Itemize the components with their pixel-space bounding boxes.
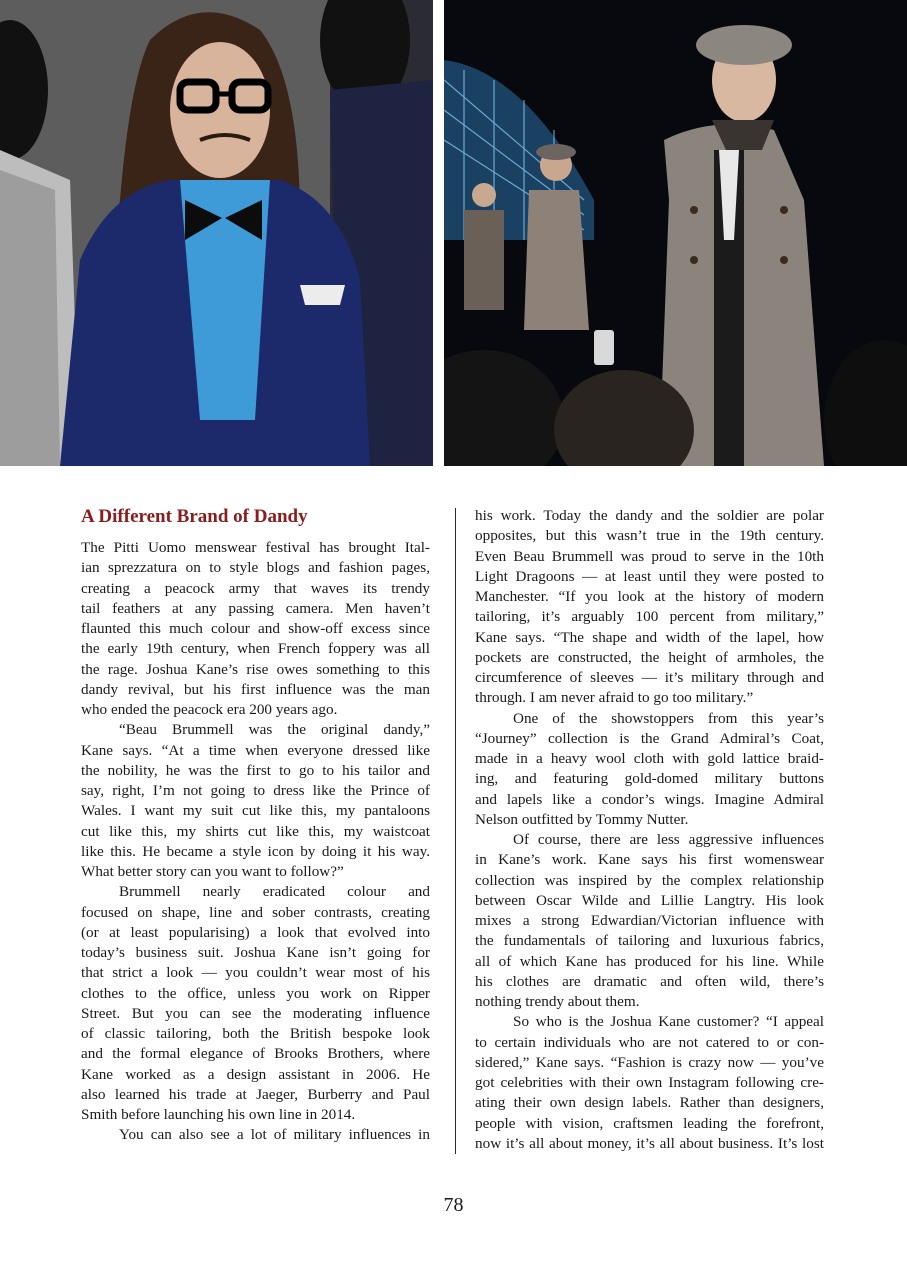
article-left-column bbox=[81, 506, 430, 1146]
text-line: One of the showstoppers from this year’s bbox=[513, 709, 824, 727]
text-line: like this. He became a style icon by doing it his way. bbox=[81, 842, 430, 860]
text-line: between Oscar Wilde and Lillie Langtry. His look bbox=[475, 891, 824, 909]
text-line: The Pitti Uomo menswear festival has brought Ital- bbox=[81, 539, 430, 556]
text-line: got celebrities with their own Instagram following cre- bbox=[475, 1074, 824, 1091]
text-line: Smith before launching his own line in 2014. bbox=[81, 1106, 356, 1123]
text-line: people with vision, craftsmen leading the forefront, bbox=[475, 1114, 824, 1132]
page-number: 78 bbox=[443, 1194, 464, 1216]
text-line: and lapels like a condor’s wings. Imagine Admiral bbox=[475, 790, 824, 808]
text-line: the early 19th century, when French foppery was all bbox=[81, 640, 430, 658]
text-line: Brummell nearly eradicated colour and bbox=[119, 883, 430, 901]
text-line: collection was inspired by the complex relationship bbox=[475, 871, 824, 889]
text-line: cut like this, my shirts cut like this, my waistcoat bbox=[81, 822, 430, 840]
text-line: tail feathers at any passing camera. Men haven’t bbox=[81, 599, 430, 617]
text-line: in Kane’s work. Kane says his first womenswear bbox=[475, 851, 824, 869]
runway-illustration bbox=[444, 0, 907, 466]
text-line: pockets are constructed, the height of armholes, the bbox=[475, 648, 824, 666]
text-line: Nelson outfitted by Tommy Nutter. bbox=[475, 810, 689, 828]
text-line: of classic tailoring, both the British bespoke look bbox=[81, 1025, 430, 1042]
photo-dandy-portrait bbox=[0, 0, 433, 466]
text-line: “Beau Brummell was the original dandy,” bbox=[119, 721, 430, 739]
column-divider bbox=[455, 508, 456, 1154]
left-column-body bbox=[81, 538, 430, 1146]
text-line: Wales. I want my suit cut like this, my pantaloons bbox=[81, 802, 430, 820]
text-line: through. I am never afraid to go too military.” bbox=[475, 689, 754, 707]
text-line: Street. But you can see the moderating influence bbox=[81, 1004, 430, 1022]
text-line: the nobility, he was the first to go to his tailor and bbox=[81, 761, 430, 779]
text-line: ating their own design labels. Rather than designers, bbox=[475, 1094, 824, 1112]
text-line: made in a heavy wool cloth with gold lattice braid- bbox=[475, 750, 824, 767]
text-line: (or at least popularising) a look that evolved into bbox=[81, 923, 430, 941]
text-line: say, right, I’m not going to dress like the Prince of bbox=[81, 782, 430, 799]
photo-runway-show bbox=[444, 0, 907, 466]
text-line: nothing trendy about them. bbox=[475, 993, 640, 1010]
article-heading: A Different Brand of Dandy bbox=[81, 506, 308, 527]
right-column-body bbox=[475, 506, 824, 1154]
text-line: clothes to the office, unless you work on Ripper bbox=[81, 984, 430, 1002]
text-line: creating a peacock army that waves its trendy bbox=[81, 579, 430, 597]
text-line: So who is the Joshua Kane customer? “I appeal bbox=[513, 1013, 824, 1031]
text-line: Of course, there are less aggressive influences bbox=[513, 831, 824, 848]
text-line: “Journey” collection is the Grand Admiral’s Coat, bbox=[475, 729, 824, 747]
text-line: today’s business suit. Joshua Kane isn’t going for bbox=[81, 944, 430, 961]
article-right-column bbox=[475, 506, 824, 1154]
text-line: mixes a strong Edwardian/Victorian influence with bbox=[475, 912, 824, 929]
text-line: dandy revival, but his first influence was the man bbox=[81, 680, 430, 698]
text-line: ian sprezzatura on to style blogs and fashion pages, bbox=[81, 559, 430, 577]
text-line: Manchester. “If you look at the history of modern bbox=[475, 588, 824, 605]
text-line: What better story can you want to follow?” bbox=[81, 863, 344, 880]
text-line: Light Dragoons — at least until they were posted to bbox=[475, 567, 824, 585]
text-line: tailoring, it’s arguably 100 percent from military,” bbox=[475, 608, 824, 626]
text-line: who ended the peacock era 200 years ago. bbox=[81, 701, 338, 718]
text-line: circumference of sleeves — it’s military through and bbox=[475, 669, 824, 686]
text-line: now it’s all about money, it’s all about business. It’s lost bbox=[475, 1134, 824, 1152]
text-line: Kane says. “The shape and width of the lapel, how bbox=[475, 628, 824, 646]
text-line: You can also see a lot of military influences in bbox=[119, 1126, 430, 1144]
text-line: the rage. Joshua Kane’s rise owes something to this bbox=[81, 660, 430, 678]
text-line: flaunted this much colour and show-off excess since bbox=[81, 620, 430, 637]
text-line: all of which Kane has produced for his line. While bbox=[475, 952, 824, 970]
text-line: also learned his trade at Jaeger, Burberry and Paul bbox=[81, 1085, 430, 1103]
text-line: ing, and featuring gold-domed military buttons bbox=[475, 770, 824, 788]
text-line: his clothes are dramatic and often wild, there’s bbox=[475, 972, 824, 990]
text-line: opposites, but this wasn’t true in the 19th century. bbox=[475, 527, 824, 545]
text-line: that strict a look — you couldn’t wear most of his bbox=[81, 964, 430, 982]
text-line: and the formal elegance of Brooks Brothers, where bbox=[81, 1045, 430, 1063]
text-line: to certain individuals who are not catered to or con- bbox=[475, 1033, 824, 1051]
text-line: Kane says. “At a time when everyone dressed like bbox=[81, 741, 430, 759]
text-line: sidered,” Kane says. “Fashion is crazy now — you’ve bbox=[475, 1053, 824, 1071]
portrait-illustration bbox=[0, 0, 433, 466]
text-line: Even Beau Brummell was proud to serve in the 10th bbox=[475, 547, 824, 565]
text-line: focused on shape, line and sober contrasts, creating bbox=[81, 903, 430, 921]
text-line: the fundamentals of tailoring and luxurious fabrics, bbox=[475, 932, 824, 950]
text-line: Kane worked as a design assistant in 2006. He bbox=[81, 1065, 430, 1083]
text-line: his work. Today the dandy and the soldier are polar bbox=[475, 507, 824, 524]
